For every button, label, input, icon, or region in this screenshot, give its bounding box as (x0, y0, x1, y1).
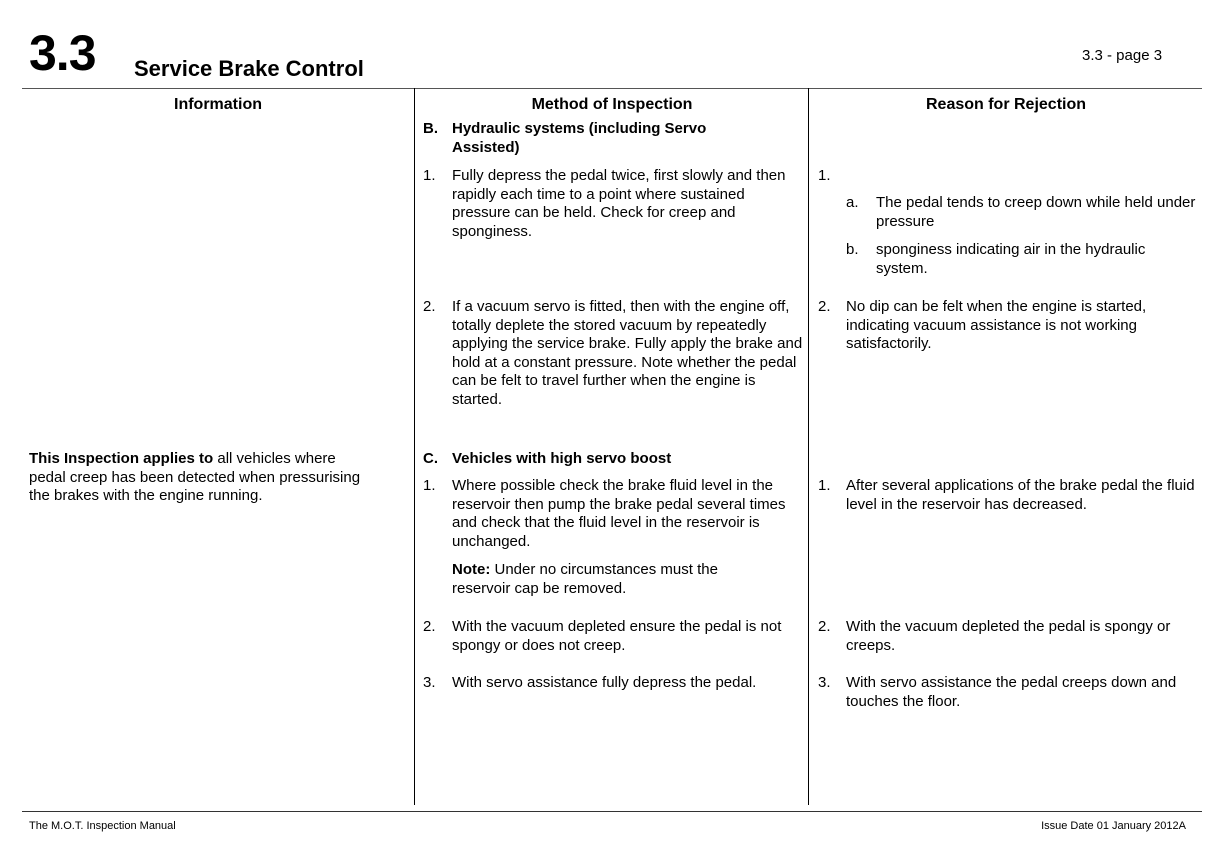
information-line-3: the brakes with the engine running. (29, 487, 263, 504)
footer-issue-date: Issue Date 01 January 2012A (1041, 820, 1186, 832)
reason-c2-text: With the vacuum depleted the pedal is spongy or creeps. (846, 618, 1171, 654)
section-number: 3.3 (29, 25, 96, 81)
information-text (29, 450, 409, 506)
method-section-c-title: Vehicles with high servo boost (452, 450, 672, 467)
reason-c3-text: With servo assistance the pedal creeps down and touches the floor. (846, 674, 1177, 710)
reason-b2-number: 2. (818, 298, 831, 315)
header-rule (22, 88, 1202, 89)
column-divider-right (808, 88, 809, 805)
method-b-item-1-text: Fully depress the pedal twice, first slowly and then rapidly each time to a point where sustained pressure can be held. Check for creep and sponginess. (452, 167, 786, 240)
method-section-b-title: Hydraulic systems (including Servo Assisted) (452, 120, 707, 156)
reason-c1-number: 1. (818, 477, 831, 494)
footer-manual-title: The M.O.T. Inspection Manual (29, 820, 176, 832)
information-lead-bold: This Inspection applies to (29, 450, 214, 467)
reason-b1-b-text: sponginess indicating air in the hydraulic system. (876, 241, 1146, 277)
footer-rule (22, 811, 1202, 812)
method-b-item-1-number: 1. (423, 167, 436, 184)
reason-b2-text: No dip can be felt when the engine is started, indicating vacuum assistance is not working satisfactorily. (846, 298, 1147, 352)
page-number: 3.3 - page 3 (1082, 47, 1163, 64)
reason-c3-number: 3. (818, 674, 831, 691)
reason-b1-number: 1. (818, 167, 831, 184)
method-c-item-3-text: With servo assistance fully depress the pedal. (452, 674, 757, 691)
method-c-item-1-number: 1. (423, 477, 436, 494)
method-b-item-2-number: 2. (423, 298, 436, 315)
column-header-reason: Reason for Rejection (925, 96, 1087, 113)
reason-b1-b-letter: b. (846, 241, 859, 258)
method-b-item-2-text: If a vacuum servo is fitted, then with the engine off, totally deplete the stored vacuum by repeatedly applying the service brake. Fully apply the brake and hold at a constant pressure. Note whether the pedal can be felt to travel further when the engine is started. (452, 298, 803, 408)
method-c-item-1-text: Where possible check the brake fluid level in the reservoir then pump the brake pedal several times and check that the fluid level in the reservoir is unchanged. (452, 477, 786, 550)
column-header-information: Information (174, 96, 262, 113)
method-c-item-3-number: 3. (423, 674, 436, 691)
note-label: Note: (452, 561, 491, 578)
reason-c2-number: 2. (818, 618, 831, 635)
reason-b1-a-letter: a. (846, 194, 859, 211)
column-divider-left (414, 88, 415, 805)
note-text: Under no circumstances must the reservoir cap be removed. (452, 561, 718, 597)
method-c-note (452, 561, 762, 598)
method-c-item-2-text: With the vacuum depleted ensure the pedal is not spongy or does not creep. (452, 618, 782, 654)
reason-c1-text: After several applications of the brake pedal the fluid level in the reservoir has decreased. (846, 477, 1195, 513)
information-line-2: pedal creep has been detected when pressurising (29, 468, 361, 486)
section-title: Service Brake Control (134, 56, 364, 81)
method-section-b-letter: B. (423, 120, 438, 137)
method-section-c-letter: C. (423, 450, 438, 467)
reason-b1-a-text: The pedal tends to creep down while held under pressure (876, 194, 1196, 230)
method-c-item-2-number: 2. (423, 618, 436, 635)
column-header-method: Method of Inspection (531, 96, 693, 113)
information-lead-rest: all vehicles where (213, 450, 336, 467)
